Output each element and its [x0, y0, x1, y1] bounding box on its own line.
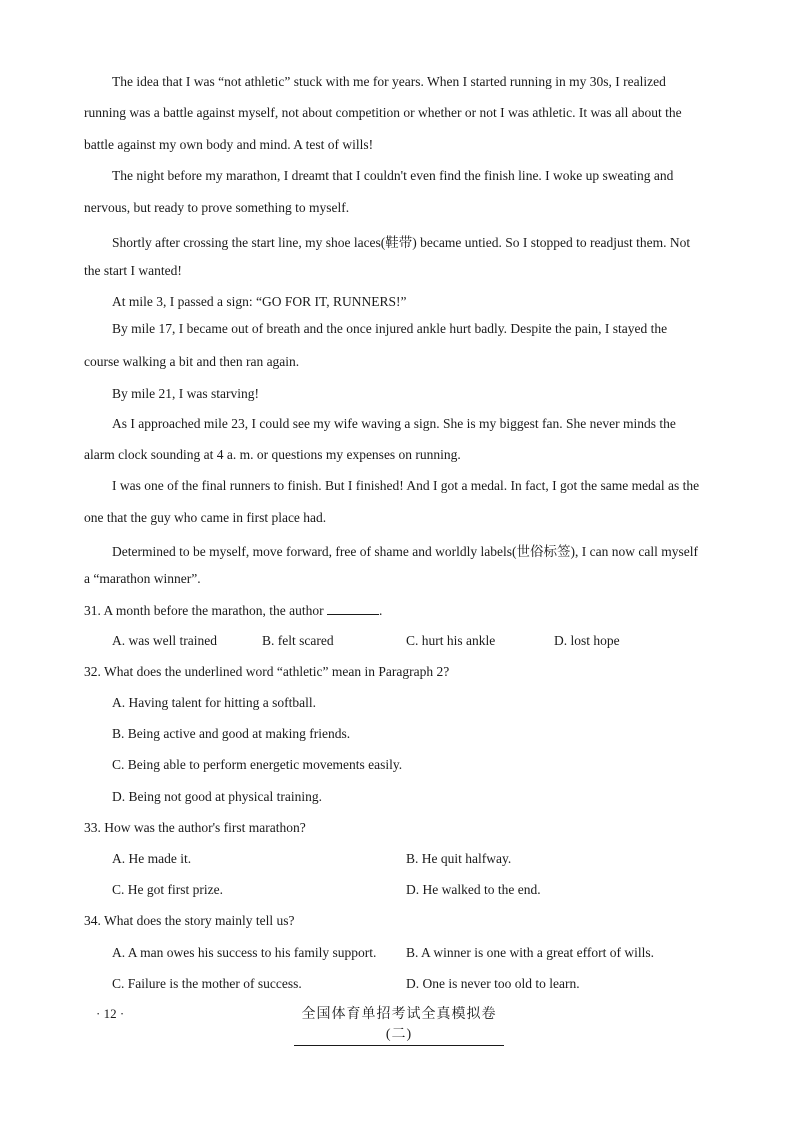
q32-option-b: B. Being active and good at making friends.: [112, 726, 351, 741]
q34-option-c: C. Failure is the mother of success.: [112, 976, 302, 991]
passage-line: one that the guy who came in first place had.: [84, 510, 327, 525]
page-number: · 12 ·: [96, 1006, 125, 1021]
question-31-end: .: [378, 603, 383, 618]
q32-option-d: D. Being not good at physical training.: [112, 789, 322, 804]
q31-option-d: D. lost hope: [554, 633, 620, 648]
passage-line: course walking a bit and then ran again.: [84, 354, 300, 369]
answer-blank: [327, 602, 379, 615]
q34-option-a: A. A man owes his success to his family support.: [112, 945, 377, 960]
question-32-stem: 32. What does the underlined word “athletic” mean in Paragraph 2?: [84, 664, 450, 679]
question-33-stem: 33. How was the author's first marathon?: [84, 820, 306, 835]
q32-option-a: A. Having talent for hitting a softball.: [112, 695, 316, 710]
passage-line: At mile 3, I passed a sign: “GO FOR IT, RUNNERS!”: [112, 294, 407, 309]
q34-option-d: D. One is never too old to learn.: [406, 976, 580, 991]
passage-line: By mile 17, I became out of breath and the once injured ankle hurt badly. Despite the pain, I stayed the: [112, 321, 668, 336]
passage-line: Determined to be myself, move forward, free of shame and worldly labels(世俗标签), I can now call myself: [112, 544, 698, 559]
footer-title: 全国体育单招考试全真模拟卷(二): [294, 1003, 504, 1046]
passage-line: nervous, but ready to prove something to myself.: [84, 200, 350, 215]
passage-line: battle against my own body and mind. A test of wills!: [84, 137, 374, 152]
passage-line: Shortly after crossing the start line, my shoe laces(鞋带) became untied. So I stopped to readjust them. Not: [112, 235, 691, 250]
q34-option-b: B. A winner is one with a great effort of wills.: [406, 945, 654, 960]
question-31: [84, 602, 724, 619]
passage-line: a “marathon winner”.: [84, 571, 201, 586]
q31-option-b: B. felt scared: [262, 633, 334, 648]
q31-option-c: C. hurt his ankle: [406, 633, 496, 648]
q31-option-a: A. was well trained: [112, 633, 217, 648]
q32-option-c: C. Being able to perform energetic movements easily.: [112, 757, 403, 772]
passage-line: The night before my marathon, I dreamt that I couldn't even find the finish line. I woke up sweating and: [112, 168, 674, 183]
question-31-stem: 31. A month before the marathon, the author: [84, 603, 324, 618]
q33-option-d: D. He walked to the end.: [406, 882, 541, 897]
q33-option-b: B. He quit halfway.: [406, 851, 512, 866]
passage-line: The idea that I was “not athletic” stuck with me for years. When I started running in my 30s, I realized: [112, 74, 666, 89]
question-34-stem: 34. What does the story mainly tell us?: [84, 913, 295, 928]
passage-line: By mile 21, I was starving!: [112, 386, 259, 401]
passage-line: As I approached mile 23, I could see my wife waving a sign. She is my biggest fan. She never minds the: [112, 416, 676, 431]
passage-line: running was a battle against myself, not about competition or whether or not I was athletic. It was all about the: [84, 105, 682, 120]
q33-option-c: C. He got first prize.: [112, 882, 223, 897]
q33-option-a: A. He made it.: [112, 851, 192, 866]
passage-line: the start I wanted!: [84, 263, 182, 278]
passage-line: I was one of the final runners to finish. But I finished! And I got a medal. In fact, I got the same medal as the: [112, 478, 700, 493]
passage-line: alarm clock sounding at 4 a. m. or questions my expenses on running.: [84, 447, 461, 462]
